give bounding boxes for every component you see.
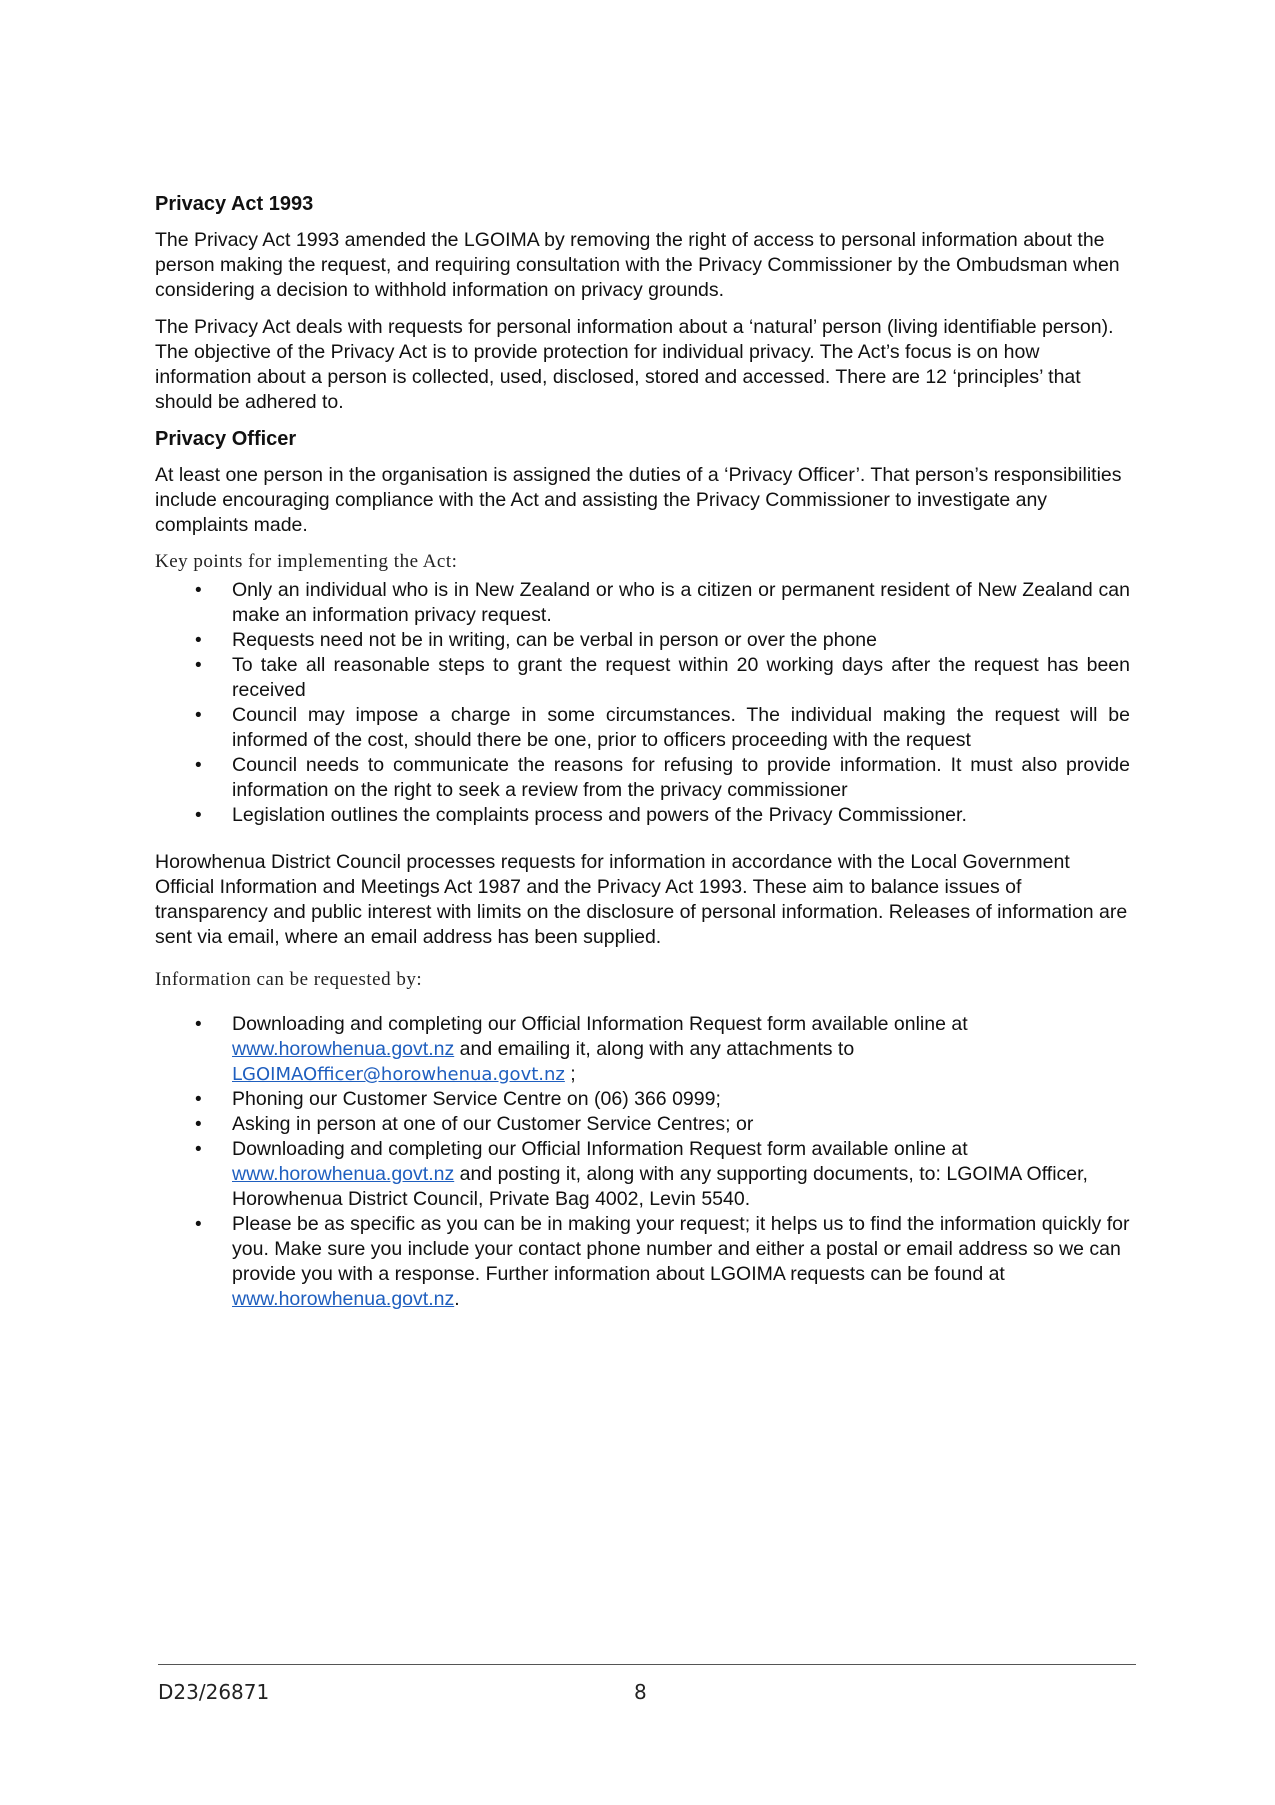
heading-privacy-officer: Privacy Officer <box>155 428 297 450</box>
request-intro: Information can be requested by: <box>155 969 423 990</box>
paragraph: At least one person in the organisation is assigned the duties of a ‘Privacy Officer’. That person’s responsibilities include encouraging compliance with the Act and assisting the Privacy Commissioner to investigate any complaints made. <box>155 464 1122 536</box>
list-item: • Council may impose a charge in some circumstances. The individual making the request will be informed of the cost, should there be one, prior to officers proceeding with the request <box>155 703 1130 753</box>
website-link[interactable]: www.horowhenua.govt.nz <box>232 1288 455 1310</box>
list-item: • Requests need not be in writing, can be verbal in person or over the phone <box>155 628 1130 653</box>
paragraph: The Privacy Act deals with requests for personal information about a ‘natural’ person (living identifiable person). The objective of the Privacy Act is to provide protection for individual privacy. The Act’s focus is on how information about a person is collected, used, disclosed, stored and accessed. There are 12 ‘principles’ that should be adhered to. <box>155 316 1114 413</box>
page-content <box>155 192 1130 1312</box>
list-item: • Please be as specific as you can be in making your request; it helps us to find the information quickly for you. Make sure you include your contact phone number and either a postal or email address so we can provide you with a response. Further information about LGOIMA requests can be found at www.horowhenua.govt.nz. <box>155 1212 1130 1312</box>
paragraph: Horowhenua District Council processes requests for information in accordance with the Local Government Official Information and Meetings Act 1987 and the Privacy Act 1993. These aim to balance issues of transparency and public interest with limits on the disclosure of personal information. Releases of information are sent via email, where an email address has been supplied. <box>155 851 1128 948</box>
request-methods-list <box>155 1012 1130 1312</box>
list-item: • Only an individual who is in New Zealand or who is a citizen or permanent resident of New Zealand can make an information privacy request. <box>155 578 1130 628</box>
website-link[interactable]: www.horowhenua.govt.nz <box>232 1163 455 1185</box>
website-link[interactable]: www.horowhenua.govt.nz <box>232 1038 455 1060</box>
key-points-list <box>155 578 1130 828</box>
list-item: • Downloading and completing our Official Information Request form available online at www.horowhenua.govt.nz and emailing it, along with any attachments to LGOIMAOfficer@horowhenua.govt.nz ; <box>155 1012 1130 1087</box>
paragraph: The Privacy Act 1993 amended the LGOIMA by removing the right of access to personal information about the person making the request, and requiring consultation with the Privacy Commissioner by the Ombudsman when considering a decision to withhold information on privacy grounds. <box>155 229 1120 301</box>
list-item: • Downloading and completing our Official Information Request form available online at www.horowhenua.govt.nz and posting it, along with any supporting documents, to: LGOIMA Officer, Horowhenua District Council, Private Bag 4002, Levin 5540. <box>155 1137 1130 1212</box>
email-link[interactable]: LGOIMAOfficer@horowhenua.govt.nz <box>232 1064 565 1085</box>
list-item: • To take all reasonable steps to grant the request within 20 working days after the request has been received <box>155 653 1130 703</box>
list-item: • Council needs to communicate the reasons for refusing to provide information. It must also provide information on the right to seek a review from the privacy commissioner <box>155 753 1130 803</box>
footer-doc-ref: D23/26871 <box>158 1680 270 1704</box>
footer-page-number: 8 <box>634 1680 647 1704</box>
list-item: • Asking in person at one of our Customer Service Centres; or <box>155 1112 1130 1137</box>
footer-divider <box>158 1664 1136 1665</box>
heading-privacy-act: Privacy Act 1993 <box>155 193 314 215</box>
list-item: • Phoning our Customer Service Centre on (06) 366 0999; <box>155 1087 1130 1112</box>
list-item: • Legislation outlines the complaints process and powers of the Privacy Commissioner. <box>155 803 1130 828</box>
key-points-intro: Key points for implementing the Act: <box>155 551 458 572</box>
